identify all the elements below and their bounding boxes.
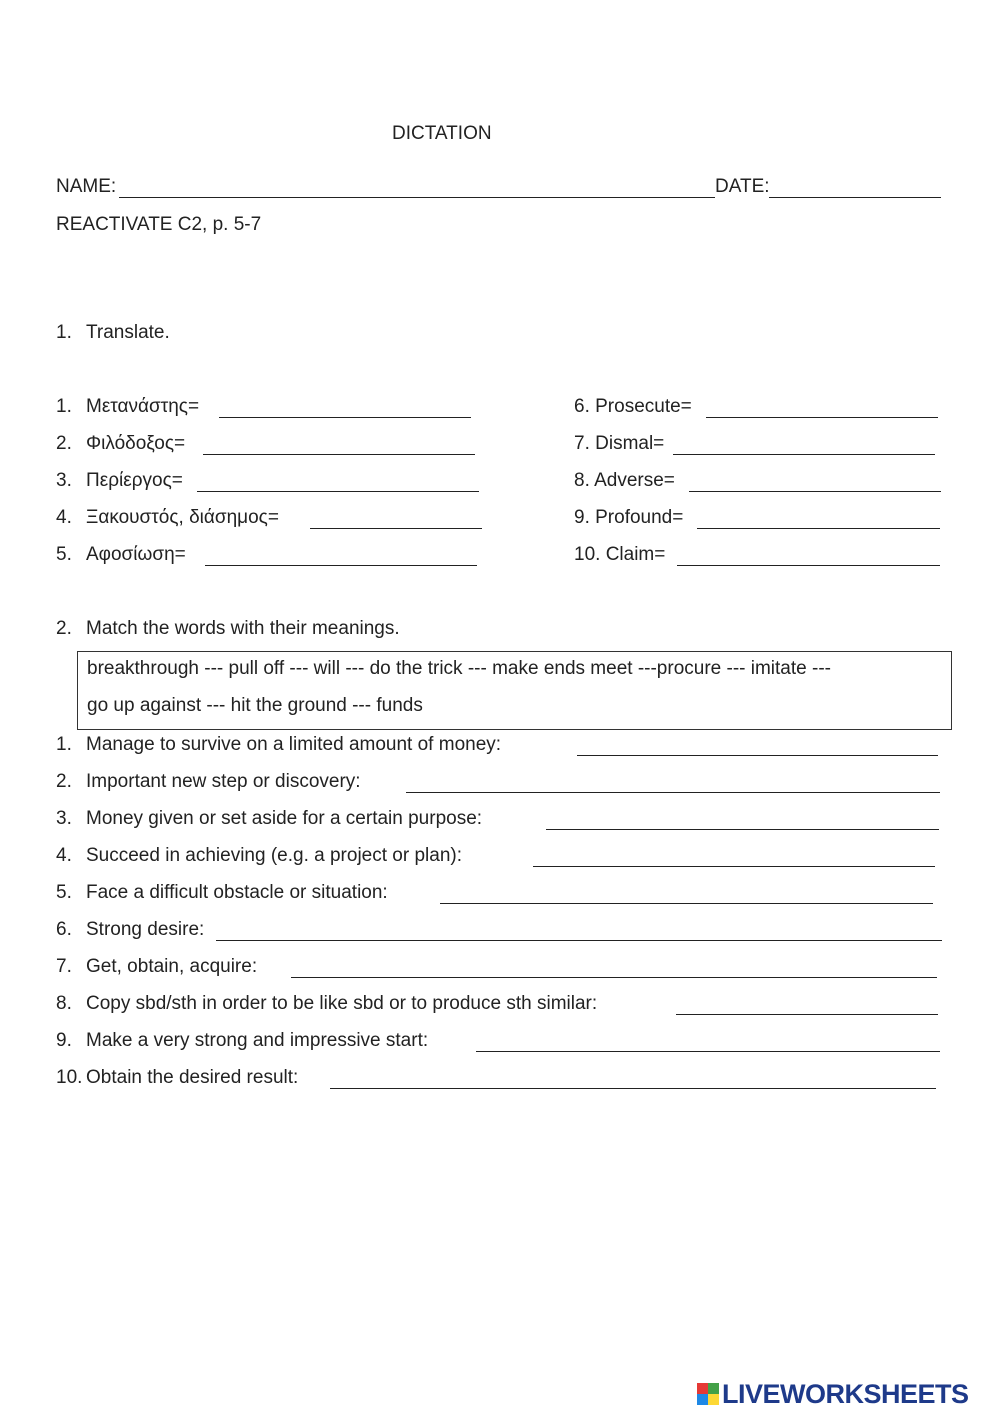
- answer-field[interactable]: [197, 470, 479, 492]
- item-number: 1.: [56, 396, 72, 417]
- answer-field[interactable]: [406, 771, 940, 793]
- answer-field[interactable]: [533, 845, 935, 867]
- item-number: 10.: [56, 1067, 83, 1088]
- item-number: 1.: [56, 734, 72, 755]
- item-label: Manage to survive on a limited amount of money:: [86, 734, 502, 755]
- item-label: 10. Claim=: [574, 544, 666, 565]
- section2-instruction: Match the words with their meanings.: [86, 618, 400, 639]
- word-bank-line: go up against --- hit the ground --- funds: [87, 695, 423, 716]
- item-number: 4.: [56, 845, 72, 866]
- answer-field[interactable]: [219, 396, 471, 418]
- item-label: 7. Dismal=: [574, 433, 665, 454]
- logo-mark-icon: [697, 1383, 719, 1405]
- item-number: 2.: [56, 433, 72, 454]
- name-field[interactable]: [119, 176, 715, 198]
- answer-field[interactable]: [203, 433, 475, 455]
- item-label: Important new step or discovery:: [86, 771, 361, 792]
- answer-field[interactable]: [291, 956, 937, 978]
- date-field[interactable]: [769, 176, 941, 198]
- answer-field[interactable]: [676, 993, 938, 1015]
- item-label: Make a very strong and impressive start:: [86, 1030, 429, 1051]
- item-label: Get, obtain, acquire:: [86, 956, 258, 977]
- item-number: 2.: [56, 771, 72, 792]
- item-label: Μετανάστης=: [86, 396, 200, 417]
- item-number: 5.: [56, 882, 72, 903]
- item-label: 9. Profound=: [574, 507, 684, 528]
- answer-field[interactable]: [440, 882, 933, 904]
- answer-field[interactable]: [310, 507, 482, 529]
- item-number: 7.: [56, 956, 72, 977]
- section1-number: 1.: [56, 322, 72, 343]
- item-label: Strong desire:: [86, 919, 205, 940]
- item-label: Money given or set aside for a certain purpose:: [86, 808, 483, 829]
- item-number: 3.: [56, 808, 72, 829]
- item-label: 6. Prosecute=: [574, 396, 692, 417]
- item-number: 4.: [56, 507, 72, 528]
- liveworksheets-logo: [697, 1378, 969, 1410]
- answer-field[interactable]: [706, 396, 938, 418]
- item-label: Φιλόδοξος=: [86, 433, 186, 454]
- item-label: Αφοσίωση=: [86, 544, 186, 565]
- item-label: Ξακουστός, διάσημος=: [86, 507, 279, 528]
- answer-field[interactable]: [577, 734, 938, 756]
- item-label: Face a difficult obstacle or situation:: [86, 882, 388, 903]
- subtitle: REACTIVATE C2, p. 5-7: [56, 214, 262, 235]
- item-number: 6.: [56, 919, 72, 940]
- answer-field[interactable]: [216, 919, 942, 941]
- answer-field[interactable]: [673, 433, 935, 455]
- answer-field[interactable]: [546, 808, 939, 830]
- answer-field[interactable]: [697, 507, 940, 529]
- section1-instruction: Translate.: [86, 322, 170, 343]
- item-number: 8.: [56, 993, 72, 1014]
- item-label: Obtain the desired result:: [86, 1067, 299, 1088]
- item-number: 9.: [56, 1030, 72, 1051]
- page-title: DICTATION: [392, 123, 492, 144]
- name-label: NAME:: [56, 176, 117, 197]
- date-label: DATE:: [715, 176, 770, 197]
- answer-field[interactable]: [330, 1067, 936, 1089]
- item-label: Περίεργος=: [86, 470, 183, 491]
- item-label: Copy sbd/sth in order to be like sbd or to produce sth similar:: [86, 993, 598, 1014]
- answer-field[interactable]: [689, 470, 941, 492]
- word-bank: [77, 651, 952, 730]
- section2-number: 2.: [56, 618, 72, 639]
- answer-field[interactable]: [677, 544, 940, 566]
- item-label: Succeed in achieving (e.g. a project or plan):: [86, 845, 462, 866]
- item-label: 8. Adverse=: [574, 470, 675, 491]
- answer-field[interactable]: [205, 544, 477, 566]
- item-number: 5.: [56, 544, 72, 565]
- item-number: 3.: [56, 470, 72, 491]
- answer-field[interactable]: [476, 1030, 940, 1052]
- word-bank-line: breakthrough --- pull off --- will --- do the trick --- make ends meet ---procure --- imitate ---: [87, 658, 831, 679]
- logo-text: LIVEWORKSHEETS: [722, 1379, 969, 1409]
